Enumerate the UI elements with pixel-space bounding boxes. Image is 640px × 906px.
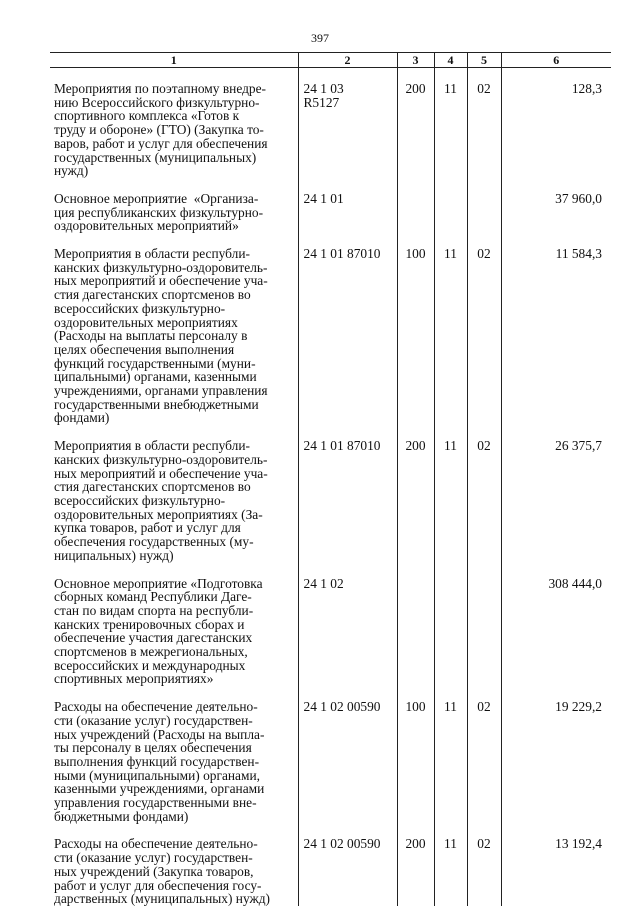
table-row [50,577,611,687]
row-amount: 128,3 [501,82,611,178]
row-code: 24 1 01 87010 [298,439,397,562]
row-code: 24 1 01 [298,192,397,233]
row-amount: 26 375,7 [501,439,611,562]
row-amount: 37 960,0 [501,192,611,233]
header-row [50,53,611,68]
row-code: 24 1 02 00590 [298,837,397,906]
row-col3: 100 [397,247,434,425]
row-col4 [434,192,467,233]
table-row [50,247,611,425]
row-col3 [397,192,434,233]
row-col3: 100 [397,700,434,823]
row-amount: 308 444,0 [501,577,611,687]
row-col4: 11 [434,82,467,178]
row-col5: 02 [467,837,501,906]
table-row [50,700,611,823]
page-number: 397 [311,31,329,45]
row-col5: 02 [467,439,501,562]
table-row [50,837,611,906]
row-col3: 200 [397,837,434,906]
row-col3: 200 [397,439,434,562]
row-col5: 02 [467,247,501,425]
row-col5: 02 [467,82,501,178]
row-description: Мероприятия по поэтапному внедре- нию Всероссийского физкультурно- спортивного комплекса «Готов к труду и обороне» (ГТО) (Закупка то- варов, работ и услуг для обеспечения государственных (муниципальных) нужд) [54,81,268,179]
row-col3: 200 [397,82,434,178]
row-col3 [397,577,434,687]
row-col4: 11 [434,700,467,823]
row-description: Мероприятия в области республи- канских физкультурно-оздоровитель- ных мероприятий и обеспечение уча- стия дагестанских спортсменов во всероссийских физкультурно- оздоровительных мероприятиях (Расходы на выплаты персоналу в целях обеспечения выполнения функций государственными (муни- ципальными) органами, казенными учреждениями, органами управления государственными внебюджетными фондами) [54,246,268,426]
row-code: 24 1 02 00590 [298,700,397,823]
row-code: 24 1 01 87010 [298,247,397,425]
row-spacer [50,425,611,439]
table-row [50,439,611,562]
row-amount: 19 229,2 [501,700,611,823]
row-spacer [50,233,611,247]
row-amount: 13 192,4 [501,837,611,906]
row-description: Мероприятия в области республи- канских физкультурно-оздоровитель- ных мероприятий и обеспечение уча- стия дагестанских спортсменов во всероссийских физкультурно- оздоровительных мероприятиях (За- купка товаров, работ и услуг для обеспечения государственных (му- ниципальных) нужд) [54,438,268,563]
row-col4: 11 [434,247,467,425]
row-col4: 11 [434,837,467,906]
row-col5: 02 [467,700,501,823]
row-amount: 11 584,3 [501,247,611,425]
row-col5 [467,577,501,687]
table-row [50,192,611,233]
row-spacer [50,823,611,837]
budget-table [50,52,611,906]
row-spacer [50,178,611,192]
col-header-4: 4 [434,53,467,68]
col-header-3: 3 [397,53,434,68]
row-code: 24 1 02 [298,577,397,687]
table-row [50,82,611,178]
row-spacer [50,563,611,577]
col-header-2: 2 [298,53,397,68]
col-header-1: 1 [50,53,298,68]
col-header-5: 5 [467,53,501,68]
top-spacer [50,68,611,83]
row-description: Основное мероприятие «Организа- ция республиканских физкультурно- оздоровительных мероприятий» [54,190,264,234]
row-col4: 11 [434,439,467,562]
row-col4 [434,577,467,687]
row-code: 24 1 03 R5127 [298,82,397,178]
row-description: Основное мероприятие «Подготовка сборных команд Республики Даге- стан по видам спорта на республи- канских тренировочных сборах и обеспечение участия дагестанских спортсменов в межрегиональных, всероссийских и международных спортивных мероприятиях» [54,575,263,687]
row-description: Расходы на обеспечение деятельно- сти (оказание услуг) государствен- ных учреждений (Расходы на выпла- ты персоналу в целях обеспечения выполнения функций государствен- ными (муниципальными) органами, казенными учреждениями, органами управления государственными вне- бюджетными фондами) [54,699,265,824]
row-description: Расходы на обеспечение деятельно- сти (оказание услуг) государствен- ных учреждений (Закупка товаров, работ и услуг для обеспечения госу- дарственных (муниципальных) нужд) [54,836,270,906]
row-spacer [50,686,611,700]
col-header-6: 6 [501,53,611,68]
row-col5 [467,192,501,233]
